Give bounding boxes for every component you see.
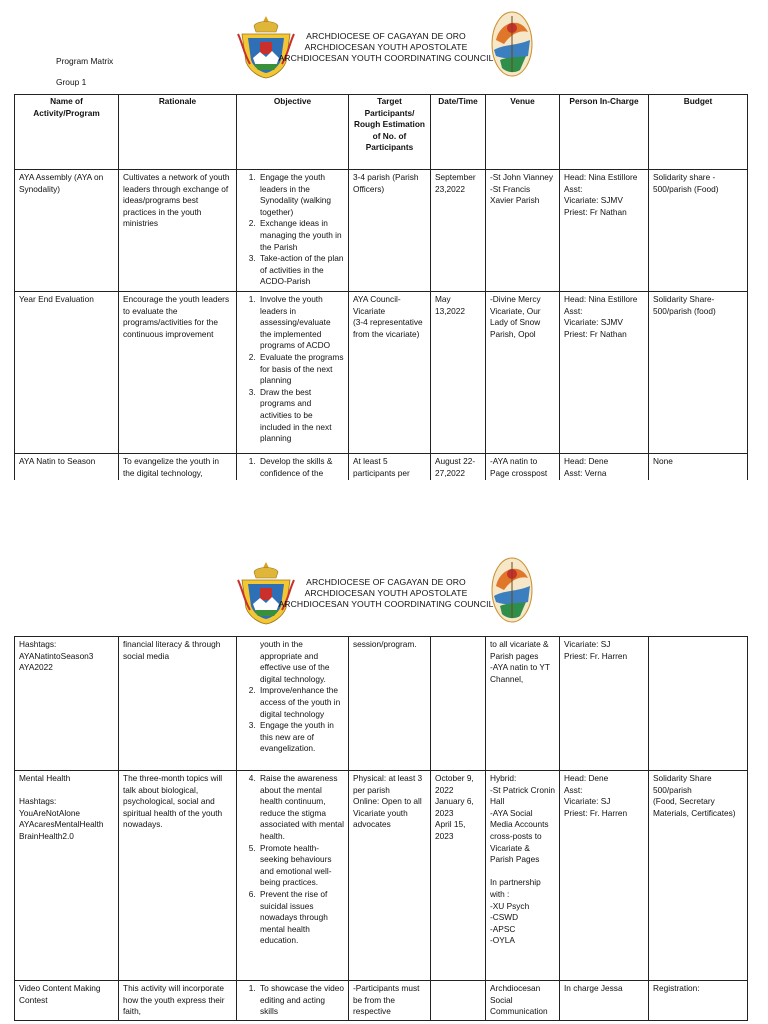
org-line-1: ARCHDIOCESE OF CAGAYAN DE ORO [306, 577, 466, 587]
table-row [15, 454, 748, 481]
column-header: Venue [486, 95, 560, 170]
table-row [15, 771, 748, 981]
objectives [237, 454, 349, 481]
venue [486, 454, 560, 481]
venue [486, 170, 560, 292]
column-header: Rationale [119, 95, 237, 170]
venue-line: Archdiocesan Social Communication [490, 983, 548, 1017]
document-page-2 [0, 560, 768, 1024]
organization-name [270, 31, 502, 64]
person-line: Head: Dene [564, 456, 609, 466]
budget-line: (Food, Secretary Materials, Certificates) [653, 796, 736, 818]
objective-item: 1. To showcase the video editing and acting skills [258, 983, 344, 1018]
activity-name: Video Content Making Contest [15, 981, 119, 1021]
letterhead [0, 0, 768, 88]
group-label: Group 1 [56, 77, 87, 87]
person-line: In charge Jessa [564, 983, 623, 993]
objective-item: 2. Improve/enhance the access of the youth in digital technology [258, 685, 344, 720]
objective-item: 1. Engage the youth leaders in the Synodality (walking together) [258, 172, 344, 218]
person-line: Vicariate: SJ [564, 639, 611, 649]
program-matrix-table-page-2 [14, 636, 748, 1021]
youth-apostolate-logo-icon [490, 556, 534, 624]
venue-line: -Divine Mercy Vicariate, Our Lady of Snow Parish, Opol [490, 294, 541, 339]
column-header: Target Participants/ Rough Estimation of No. of Participants [349, 95, 431, 170]
objectives [237, 170, 349, 292]
objective-item: 3. Engage the youth in this new are of evangelization. [258, 720, 344, 755]
date-time [431, 637, 486, 771]
name-line: Hashtags: [19, 796, 57, 807]
objective-item: 1. Develop the skills & confidence of the [258, 456, 344, 479]
budget: Solidarity share - 500/parish (Food) [649, 170, 748, 292]
person-line: Priest: Fr. Harren [564, 650, 628, 661]
person-line: Vicariate: SJMV [564, 195, 623, 206]
program-matrix-table-page-1 [14, 94, 748, 480]
activity-name [15, 637, 119, 771]
venue-line: to all vicariate & Parish pages [490, 639, 549, 661]
table-row [15, 637, 748, 771]
person-line: Vicariate: SJ [564, 796, 611, 807]
name-line: Hashtags: [19, 639, 57, 649]
person-line: Vicariate: SJMV [564, 317, 623, 328]
date-time: May 13,2022 [431, 292, 486, 454]
org-line-2: ARCHDIOCESAN YOUTH APOSTOLATE [304, 588, 468, 598]
activity-name: Year End Evaluation [15, 292, 119, 454]
person-line: Priest: Fr. Harren [564, 807, 628, 818]
venue-line: Hybrid: [490, 773, 517, 783]
rationale: To evangelize the youth in the digital technology, [119, 454, 237, 481]
table-row [15, 292, 748, 454]
venue-line: -St John Vianney [490, 172, 554, 182]
person-line: Priest: Fr Nathan [564, 328, 627, 339]
activity-name [15, 771, 119, 981]
date-line: April 15, 2023 [435, 819, 466, 841]
organization-name [270, 577, 502, 610]
name-line: AYANatintoSeason3 [19, 650, 94, 661]
objective-item: 3. Take-action of the plan of activities in the ACDO-Parish [258, 253, 344, 288]
document-page-1 [0, 0, 768, 480]
document-title: Program Matrix [56, 56, 114, 66]
venue [486, 292, 560, 454]
objective-item: 2. Exchange ideas in managing the youth in the Parish [258, 218, 344, 253]
table-row [15, 981, 748, 1021]
objectives [237, 637, 349, 771]
person-in-charge [560, 637, 649, 771]
target-line: (3-4 representative from the vicariate) [353, 317, 423, 339]
venue-line: -XU Psych [490, 900, 530, 911]
date-time: September 23,2022 [431, 170, 486, 292]
target-participants: -Participants must be from the respective [349, 981, 431, 1021]
objectives [237, 292, 349, 454]
rationale: This activity will incorporate how the youth express their faith, [119, 981, 237, 1021]
name-line [19, 785, 114, 797]
budget-line: 500/parish [653, 784, 692, 795]
target-participants [349, 771, 431, 981]
venue-line: -CSWD [490, 912, 519, 923]
youth-apostolate-logo-icon [490, 10, 534, 78]
person-line: Head: Nina Estillore [564, 294, 638, 304]
target-line: AYA Council-Vicariate [353, 294, 401, 316]
target-participants: session/program. [349, 637, 431, 771]
person-line: Head: Nina Estillore [564, 172, 638, 182]
person-line: Asst: [564, 305, 583, 316]
rationale: The three-month topics will talk about biological, psychological, social and spiritual health of the youth nowadays. [119, 771, 237, 981]
venue [486, 637, 560, 771]
objectives [237, 771, 349, 981]
person-in-charge [560, 454, 649, 481]
person-line: Priest: Fr Nathan [564, 206, 627, 217]
org-line-3: ARCHDIOCESAN YOUTH COORDINATING COUNCIL [278, 599, 494, 609]
objective-item: 4. Raise the awareness about the mental health continuum, reduce the stigma associated with mental health. [258, 773, 344, 843]
venue-line: In partnership with : [490, 877, 541, 899]
person-line: Head: Dene [564, 773, 609, 783]
budget: Registration: [649, 981, 748, 1021]
target-line: Physical: at least 3 per parish [353, 773, 423, 795]
rationale: Encourage the youth leaders to evaluate the programs/activities for the continuous improvement [119, 292, 237, 454]
column-header: Date/Time [431, 95, 486, 170]
budget-line: Solidarity Share [653, 773, 712, 783]
objectives [237, 981, 349, 1021]
column-header: Budget [649, 95, 748, 170]
name-line: AYAcaresMentalHealth [19, 819, 104, 830]
column-header: Objective [237, 95, 349, 170]
activity-name: AYA Natin to Season [15, 454, 119, 481]
column-header: Person In-Charge [560, 95, 649, 170]
date-line: October 9, 2022 [435, 773, 474, 795]
objective-item: 3. Draw the best programs and activities to be included in the next planning [258, 387, 344, 445]
date-time [431, 981, 486, 1021]
table-header-row [15, 95, 748, 170]
person-in-charge [560, 292, 649, 454]
name-line: YouAreNotAlone [19, 807, 81, 818]
date-time: August 22-27,2022 [431, 454, 486, 481]
date-line: January 6, 2023 [435, 796, 474, 818]
person-in-charge [560, 981, 649, 1021]
target-line: Vicariate youth advocates [353, 807, 408, 830]
venue-line [490, 866, 555, 878]
venue-line: -St Francis Xavier Parish [490, 183, 540, 206]
letterhead [0, 560, 768, 648]
person-in-charge [560, 170, 649, 292]
venue [486, 981, 560, 1021]
venue-line: -AYA natin to YT Channel, [490, 662, 550, 684]
objective-item: 5. Promote health-seeking behaviours and emotional well-being practices. [258, 843, 344, 889]
venue-line: -OYLA [490, 935, 515, 946]
objective-item: 1. Involve the youth leaders in assessing/evaluate the implemented programs of ACDO [258, 294, 344, 352]
date-time [431, 771, 486, 981]
budget: Solidarity Share-500/parish (food) [649, 292, 748, 454]
venue [486, 771, 560, 981]
objective-item: 2. Evaluate the programs for basis of the next planning [258, 352, 344, 387]
venue-line: -AYA Social Media Accounts cross-posts to Vicariate & Parish Pages [490, 807, 549, 865]
person-in-charge [560, 771, 649, 981]
objective-continuation: youth in the appropriate and effective use of the digital technology. [260, 639, 330, 684]
name-line: Mental Health [19, 773, 71, 783]
target-participants: 3-4 parish (Parish Officers) [349, 170, 431, 292]
budget: None [649, 454, 748, 481]
person-line: Asst: Verna [564, 467, 607, 478]
budget [649, 771, 748, 981]
activity-name: AYA Assembly (AYA on Synodality) [15, 170, 119, 292]
venue-line: -APSC [490, 923, 516, 934]
venue-line: -St Patrick Cronin Hall [490, 784, 556, 807]
person-line: Asst: [564, 784, 583, 795]
rationale: financial literacy & through social media [119, 637, 237, 771]
org-line-3: ARCHDIOCESAN YOUTH COORDINATING COUNCIL [278, 53, 494, 63]
column-header: Name of Activity/Program [15, 95, 119, 170]
venue-line: -AYA natin to Page crosspost [490, 456, 548, 478]
budget [649, 637, 748, 771]
objective-item: 6. Prevent the rise of suicidal issues nowadays through mental health education. [258, 889, 344, 947]
target-line: Online: Open to all [353, 796, 422, 807]
target-participants: At least 5 participants per [349, 454, 431, 481]
rationale: Cultivates a network of youth leaders through exchange of ideas/programs best practices in the youth ministries [119, 170, 237, 292]
target-participants [349, 292, 431, 454]
name-line: BrainHealth2.0 [19, 830, 74, 841]
org-line-1: ARCHDIOCESE OF CAGAYAN DE ORO [306, 31, 466, 41]
org-line-2: ARCHDIOCESAN YOUTH APOSTOLATE [304, 42, 468, 52]
name-line: AYA2022 [19, 662, 53, 673]
person-line: Asst: [564, 183, 583, 194]
table-row [15, 170, 748, 292]
